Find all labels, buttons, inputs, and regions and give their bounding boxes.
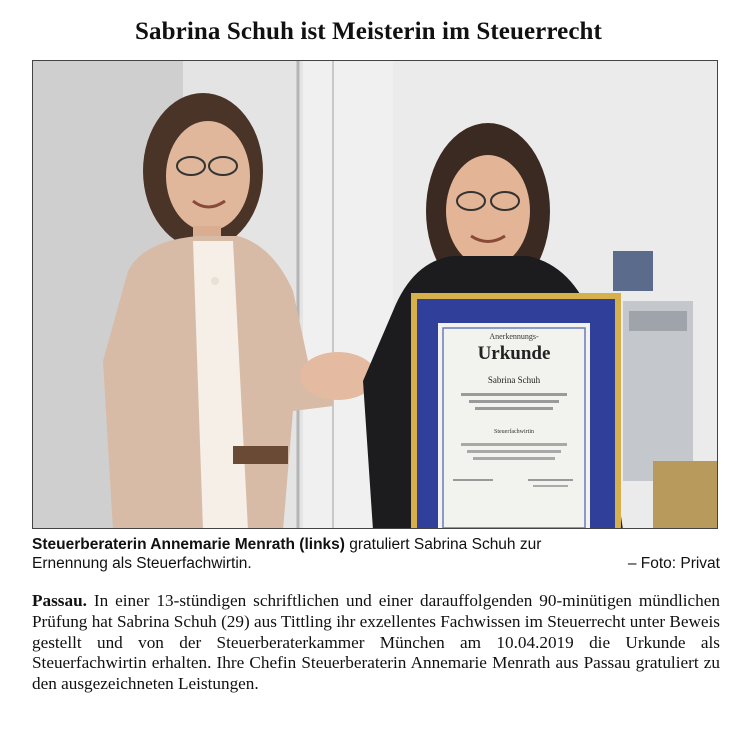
article-body (32, 591, 720, 695)
photo-illustration (33, 61, 718, 529)
certificate-top-label: Anerkennungs- (489, 332, 539, 341)
photo-caption (32, 535, 720, 573)
article-body-text: In einer 13-stündigen schriftlichen und einer darauffolgenden 90-minütigen mündlichen Prüfung hat Sabrina Schuh (29) aus Tittling ihr exzellentes Fachwissen im Steuerrecht unter Beweis gestellt und von der Steuerberaterkammer München am 10.04.2019 die Urkunde als Steuerfachwirtin erhalten. Ihre Chefin Steuerberaterin Annemarie Menrath aus Passau gratuliert zu den ausgezeichneten Leistungen. (32, 591, 720, 694)
caption-line1-rest: gratuliert Sabrina Schuh zur (344, 536, 542, 553)
article-photo (32, 60, 718, 529)
caption-lead: Steuerberaterin Annemarie Menrath (links) (32, 536, 345, 553)
caption-line-1 (32, 535, 720, 554)
certificate-name: Sabrina Schuh (487, 375, 541, 385)
caption-line2-text: Ernennung als Steuerfachwirtin. (32, 555, 252, 572)
certificate-title: Urkunde (477, 343, 551, 364)
certificate-qualification: Steuerfachwirtin (494, 429, 534, 435)
dateline: Passau. (32, 591, 87, 610)
caption-line-2 (32, 554, 720, 573)
photo-credit: – Foto: Privat (627, 555, 720, 572)
headline: Sabrina Schuh ist Meisterin im Steuerrecht (135, 18, 602, 45)
